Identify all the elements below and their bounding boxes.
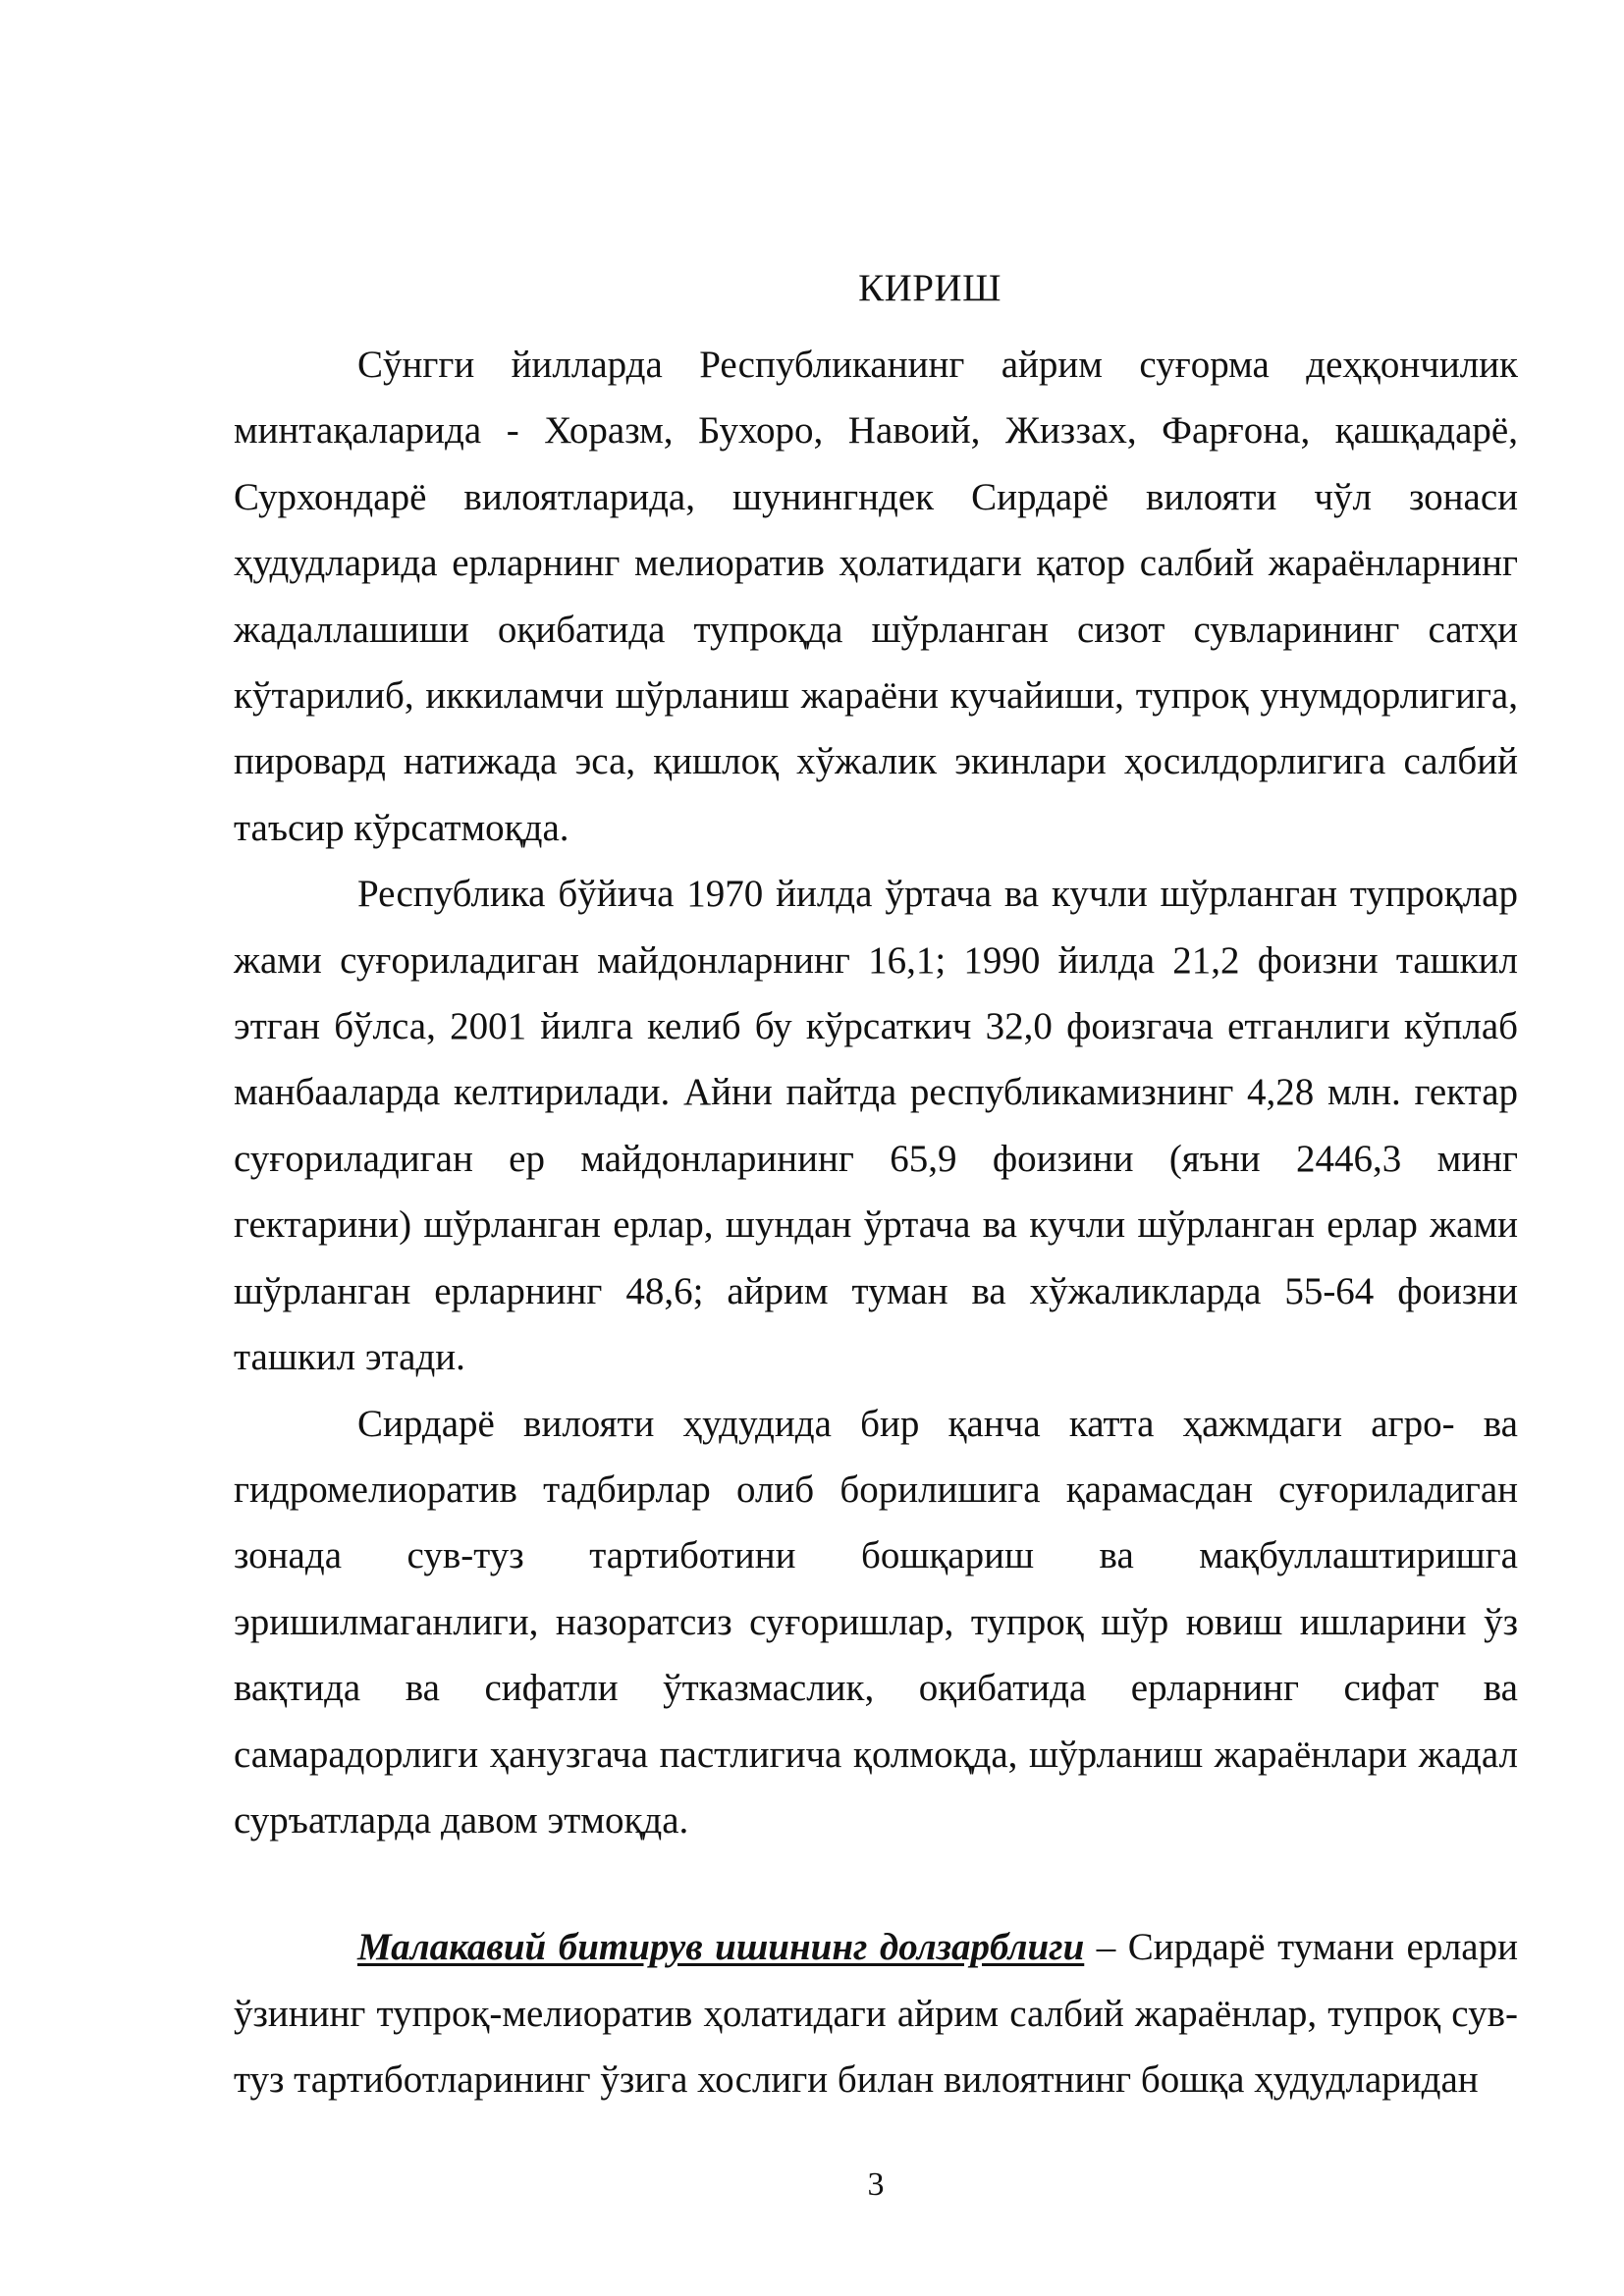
relevance-paragraph <box>234 1914 1518 2112</box>
paragraph-3: Сирдарё вилояти ҳудудида бир қанча катта ҳажмдаги агро- ва гидромелиоратив тадбирлар олиб борилишига қарамасдан суғориладиган зонада сув-туз тартиботини бошқариш ва мақбуллаштиришга эришилмаганлиги, назоратсиз суғоришлар, тупроқ шўр ювиш ишларини ўз вақтида ва сифатли ўтказмаслик, оқибатида ерларнинг сифат ва самарадорлиги ҳанузгача пастлигича қолмоқда, шўрланиш жараёнлари жадал суръатларда давом этмоқда. <box>234 1402 1518 1842</box>
paragraph-spacer <box>234 1853 1518 1914</box>
relevance-text: – Сирдарё тумани ерлари ўзининг тупроқ-мелиоратив ҳолатидаги айрим салбий жараёнлар, тупроқ сув-туз тартиботларининг ўзига хослиги билан вилоятнинг бошқа ҳудудларидан <box>234 1926 1518 2102</box>
section-heading: КИРИШ <box>858 267 1001 309</box>
body-text <box>234 332 1518 2113</box>
relevance-title: Малакавий битирув ишининг долзарблиги <box>357 1926 1085 1969</box>
paragraph-1: Сўнгги йилларда Республиканинг айрим суғорма деҳқончилик минтақаларида - Хоразм, Бухоро, Навоий, Жиззах, Фарғона, қашқадарё, Сурхондарё вилоятларида, шунингндек Сирдарё вилояти чўл зонаси ҳудудларида ерларнинг мелиоратив ҳолатидаги қатор салбий жараёнларнинг жадаллашиши оқибатида тупроқда шўрланган сизот сувларининг сатҳи кўтарилиб, иккиламчи шўрланиш жараёни кучайиши, тупроқ унумдорлигига, пировард натижада эса, қишлоқ хўжалик экинлари ҳосилдорлигига салбий таъсир кўрсатмоқда. <box>234 344 1518 849</box>
paragraph-2: Республика бўйича 1970 йилда ўртача ва кучли шўрланган тупроқлар жами суғориладиган майдонларнинг 16,1; 1990 йилда 21,2 фоизни ташкил этган бўлса, 2001 йилга келиб бу кўрсаткич 32,0 фоизгача етганлиги кўплаб манбааларда келтирилади. Айни пайтда республикамизнинг 4,28 млн. гектар суғориладиган ер майдонларининг 65,9 фоизини (яъни 2446,3 минг гектарини) шўрланган ерлар, шундан ўртача ва кучли шўрланган ерлар жами шўрланган ерларнинг 48,6; айрим туман ва хўжаликларда 55-64 фоизни ташкил этади. <box>234 873 1518 1379</box>
page-number: 3 <box>867 2166 885 2203</box>
